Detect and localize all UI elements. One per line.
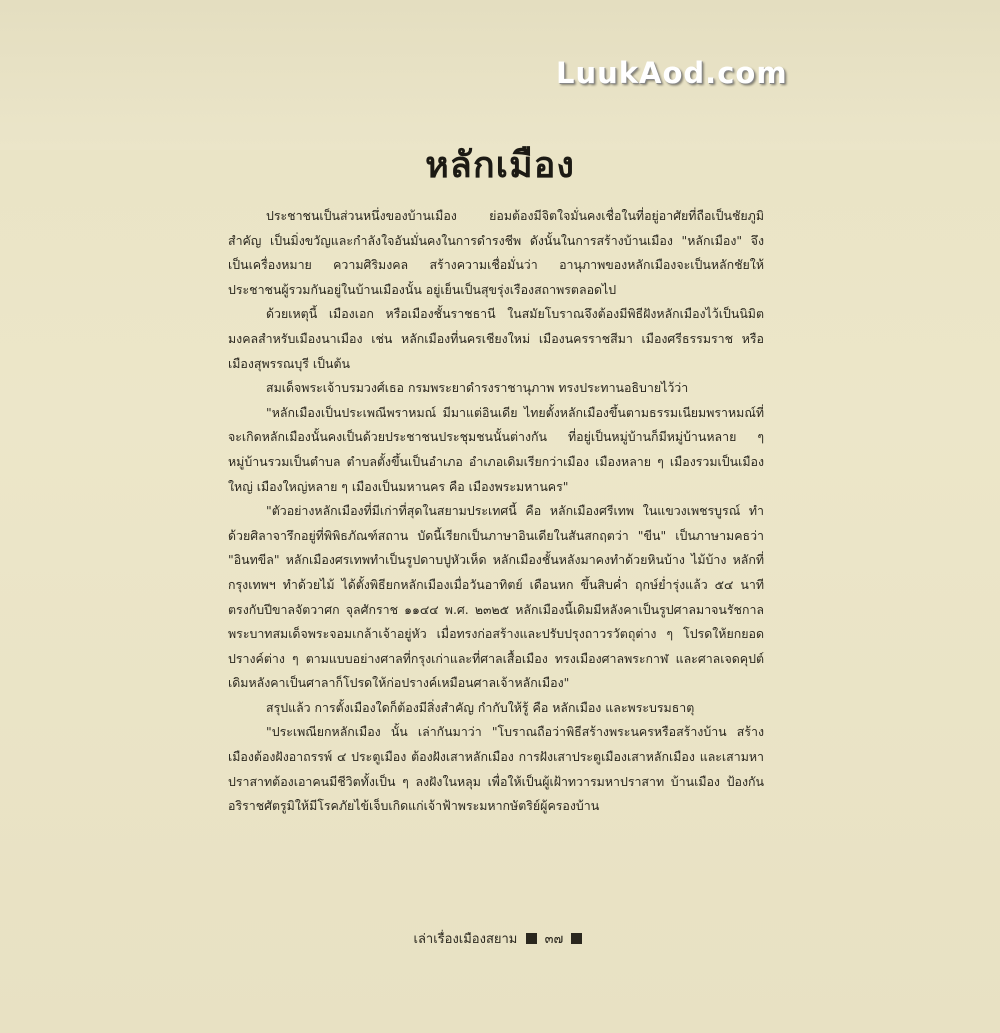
page-title: หลักเมือง — [425, 145, 575, 186]
watermark: LuukAod.com — [556, 56, 788, 90]
body-text — [228, 204, 764, 819]
paragraph: ประชาชนเป็นส่วนหนึ่งของบ้านเมือง ย่อมต้องมีจิตใจมั่นคงเชื่อในที่อยู่อาศัยที่ถือเป็นชัยภูมิสำคัญ เป็นมิ่งขวัญและกำลังใจอันมั่นคงในการดำรงชีพ ดังนั้นในการสร้างบ้านเมือง "หลักเมือง" จึงเป็นเครื่องหมาย ความศิริมงคล สร้างความเชื่อมั่นว่า อานุภาพของหลักเมืองจะเป็นหลักชัยให้ประชาชนผู้รวมกันอยู่ในบ้านเมืองนั้น อยู่เย็นเป็นสุขรุ่งเรืองสถาพรตลอดไป — [228, 208, 764, 297]
page-number: ๓๗ — [544, 932, 564, 947]
footer-book-title: เล่าเรื่องเมืองสยาม — [413, 932, 518, 947]
paragraph: "ประเพณียกหลักเมือง นั้น เล่ากันมาว่า "โบราณถือว่าพิธีสร้างพระนครหรือสร้างบ้าน สร้างเมืองต้องฝังอาถรรพ์ ๔ ประตูเมือง ต้องฝังเสาหลักเมือง การฝังเสาประตูเมืองเสาหลักเมือง และเสามหาปราสาทต้องเอาคนมีชีวิตทั้งเป็น ๆ ลงฝังในหลุม เพื่อให้เป็นผู้เฝ้าทวารมหาปราสาท บ้านเมือง ป้องกันอริราชศัตรูมิให้มีโรคภัยไข้เจ็บเกิดแก่เจ้าฟ้าพระมหากษัตริย์ผู้ครองบ้าน — [228, 724, 764, 814]
square-bullet-icon — [571, 933, 582, 944]
page-top-band — [0, 0, 1000, 150]
paragraph: ด้วยเหตุนี้ เมืองเอก หรือเมืองชั้นราชธานี ในสมัยโบราณจึงต้องมีพิธีฝังหลักเมืองไว้เป็นนิมิตมงคลสำหรับเมืองนาเมือง เช่น หลักเมืองที่นครเชียงใหม่ เมืองนครราชสีมา เมืองศรีธรรมราช หรือเมืองสุพรรณบุรี เป็นต้น — [228, 306, 764, 371]
paragraph: สรุปแล้ว การตั้งเมืองใดก็ต้องมีสิ่งสำคัญ กำกับให้รู้ คือ หลักเมือง และพระบรมธาตุ — [266, 699, 695, 715]
square-bullet-icon — [526, 933, 537, 944]
paragraph: "หลักเมืองเป็นประเพณีพราหมณ์ มีมาแต่อินเดีย ไทยตั้งหลักเมืองขึ้นตามธรรมเนียมพราหมณ์ที่จะเกิดหลักเมืองนั้นคงเป็นด้วยประชาชนประชุมชนนั้นต่างกัน ที่อยู่เป็นหมู่บ้านก็มีหมู่บ้านหลาย ๆ หมู่บ้านรวมเป็นตำบล ตำบลตั้งขึ้นเป็นอำเภอ อำเภอเดิมเรียกว่าเมือง เมืองหลาย ๆ เมืองรวมเป็นเมืองใหญ่ เมืองใหญ่หลาย ๆ เมืองเป็นมหานคร คือ เมืองพระมหานคร" — [228, 404, 764, 494]
paragraph: สมเด็จพระเจ้าบรมวงศ์เธอ กรมพระยาดำรงราชานุภาพ ทรงประทานอธิบายไว้ว่า — [266, 380, 689, 396]
paragraph: "ตัวอย่างหลักเมืองที่มีเก่าที่สุดในสยามประเทศนี้ คือ หลักเมืองศรีเทพ ในแขวงเพชรบูรณ์ ทำด้วยศิลาจารึกอยู่ที่พิพิธภัณฑ์สถาน บัดนี้เรียกเป็นภาษาอินเดียในสันสกฤตว่า "ขีน" เป็นภาษามคธว่า "อินทขีล" หลักเมืองศรเทพทำเป็นรูปดาบปูหัวเห็ด หลักเมืองชั้นหลังมาคงทำด้วยหินบ้าง ไม้บ้าง หลักที่กรุงเทพฯ ทำด้วยไม้ ได้ตั้งพิธียกหลักเมืองเมื่อวันอาทิตย์ เดือนหก ขึ้นสิบค่ำ ฤกษ์ย่ำรุ่งแล้ว ๕๔ นาที ตรงกับปีขาลจัตวาศก จุลศักราช ๑๑๔๔ พ.ศ. ๒๓๒๕ หลักเมืองนี้เดิมมีหลังคาเป็นรูปศาลมาจนรัชกาลพระบาทสมเด็จพระจอมเกล้าเจ้าอยู่หัว เมื่อทรงก่อสร้างและปรับปรุงถาวรวัตถุต่าง ๆ โปรดให้ยกยอดปรางค์ต่าง ๆ ตามแบบอย่างศาลที่กรุงเก่าและที่ศาลเสื้อเมือง ทรงเมืองศาลพระกาฬ และศาลเจดคุปต์ เดิมหลังคาเป็นศาลาก็โปรดให้ก่อปรางค์เหมือนศาลเจ้าหลักเมือง" — [228, 503, 764, 691]
page-footer — [0, 928, 1000, 949]
